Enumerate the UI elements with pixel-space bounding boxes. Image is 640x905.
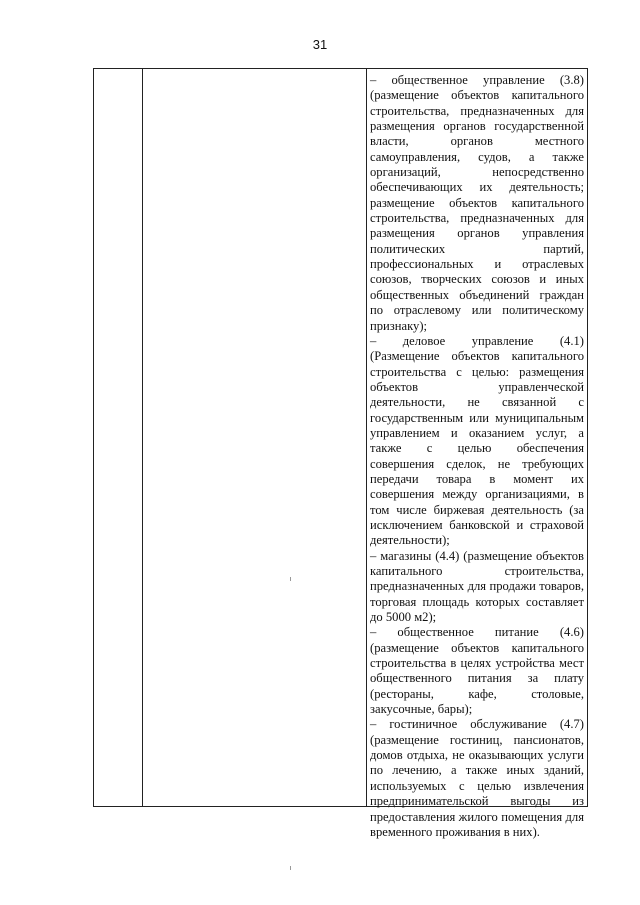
scan-speck [290,866,291,870]
land-use-table [93,68,588,839]
permitted-use-item: – общественное питание (4.6) (размещение объектов капитального строительства в целях устройства мест общественного питания за плату (рестораны, кафе, столовые, закусочные, бары); [370,625,584,717]
permitted-use-item: – магазины (4.4) (размещение объектов капитального строительства, предназначенных для продажи товаров, торговая площадь которых составляет до 5000 м2); [370,548,584,625]
permitted-use-item: – общественное управление (3.8) (размещение объектов капитального строительства, предназначенных для размещения органов государственной власти, органов местного самоуправления, судов, а также организаций, непосредственно обеспечивающих их деятельность; размещение объектов капитального строительства, предназначенных для размещения органов управления политических партий, профессиональных и отраслевых союзов, творческих союзов и иных общественных объединений граждан по отраслевому или политическому признаку); [370,73,584,333]
permitted-use-cell [370,73,584,840]
column-divider [142,69,143,806]
permitted-use-item: – гостиничное обслуживание (4.7) (размещение гостиниц, пансионатов, домов отдыха, не оказывающих услуги по лечению, а также иных зданий, используемых с целью извлечения предпринимательской выгоды из предоставления жилого помещения для временного проживания в них). [370,717,584,839]
page-number: 31 [312,37,328,52]
column-divider [366,69,367,806]
permitted-use-item: – деловое управление (4.1) (Размещение объектов капитального строительства с целью: размещения объектов управленческой деятельности, не связанной с государственным или муниципальным управлением и оказанием услуг, а также с целью обеспечения совершения сделок, не требующих передачи товара в момент их совершения между организациями, в том числе биржевая деятельность (за исключением банковской и страховой деятельности); [370,333,584,548]
scan-speck [290,577,291,581]
